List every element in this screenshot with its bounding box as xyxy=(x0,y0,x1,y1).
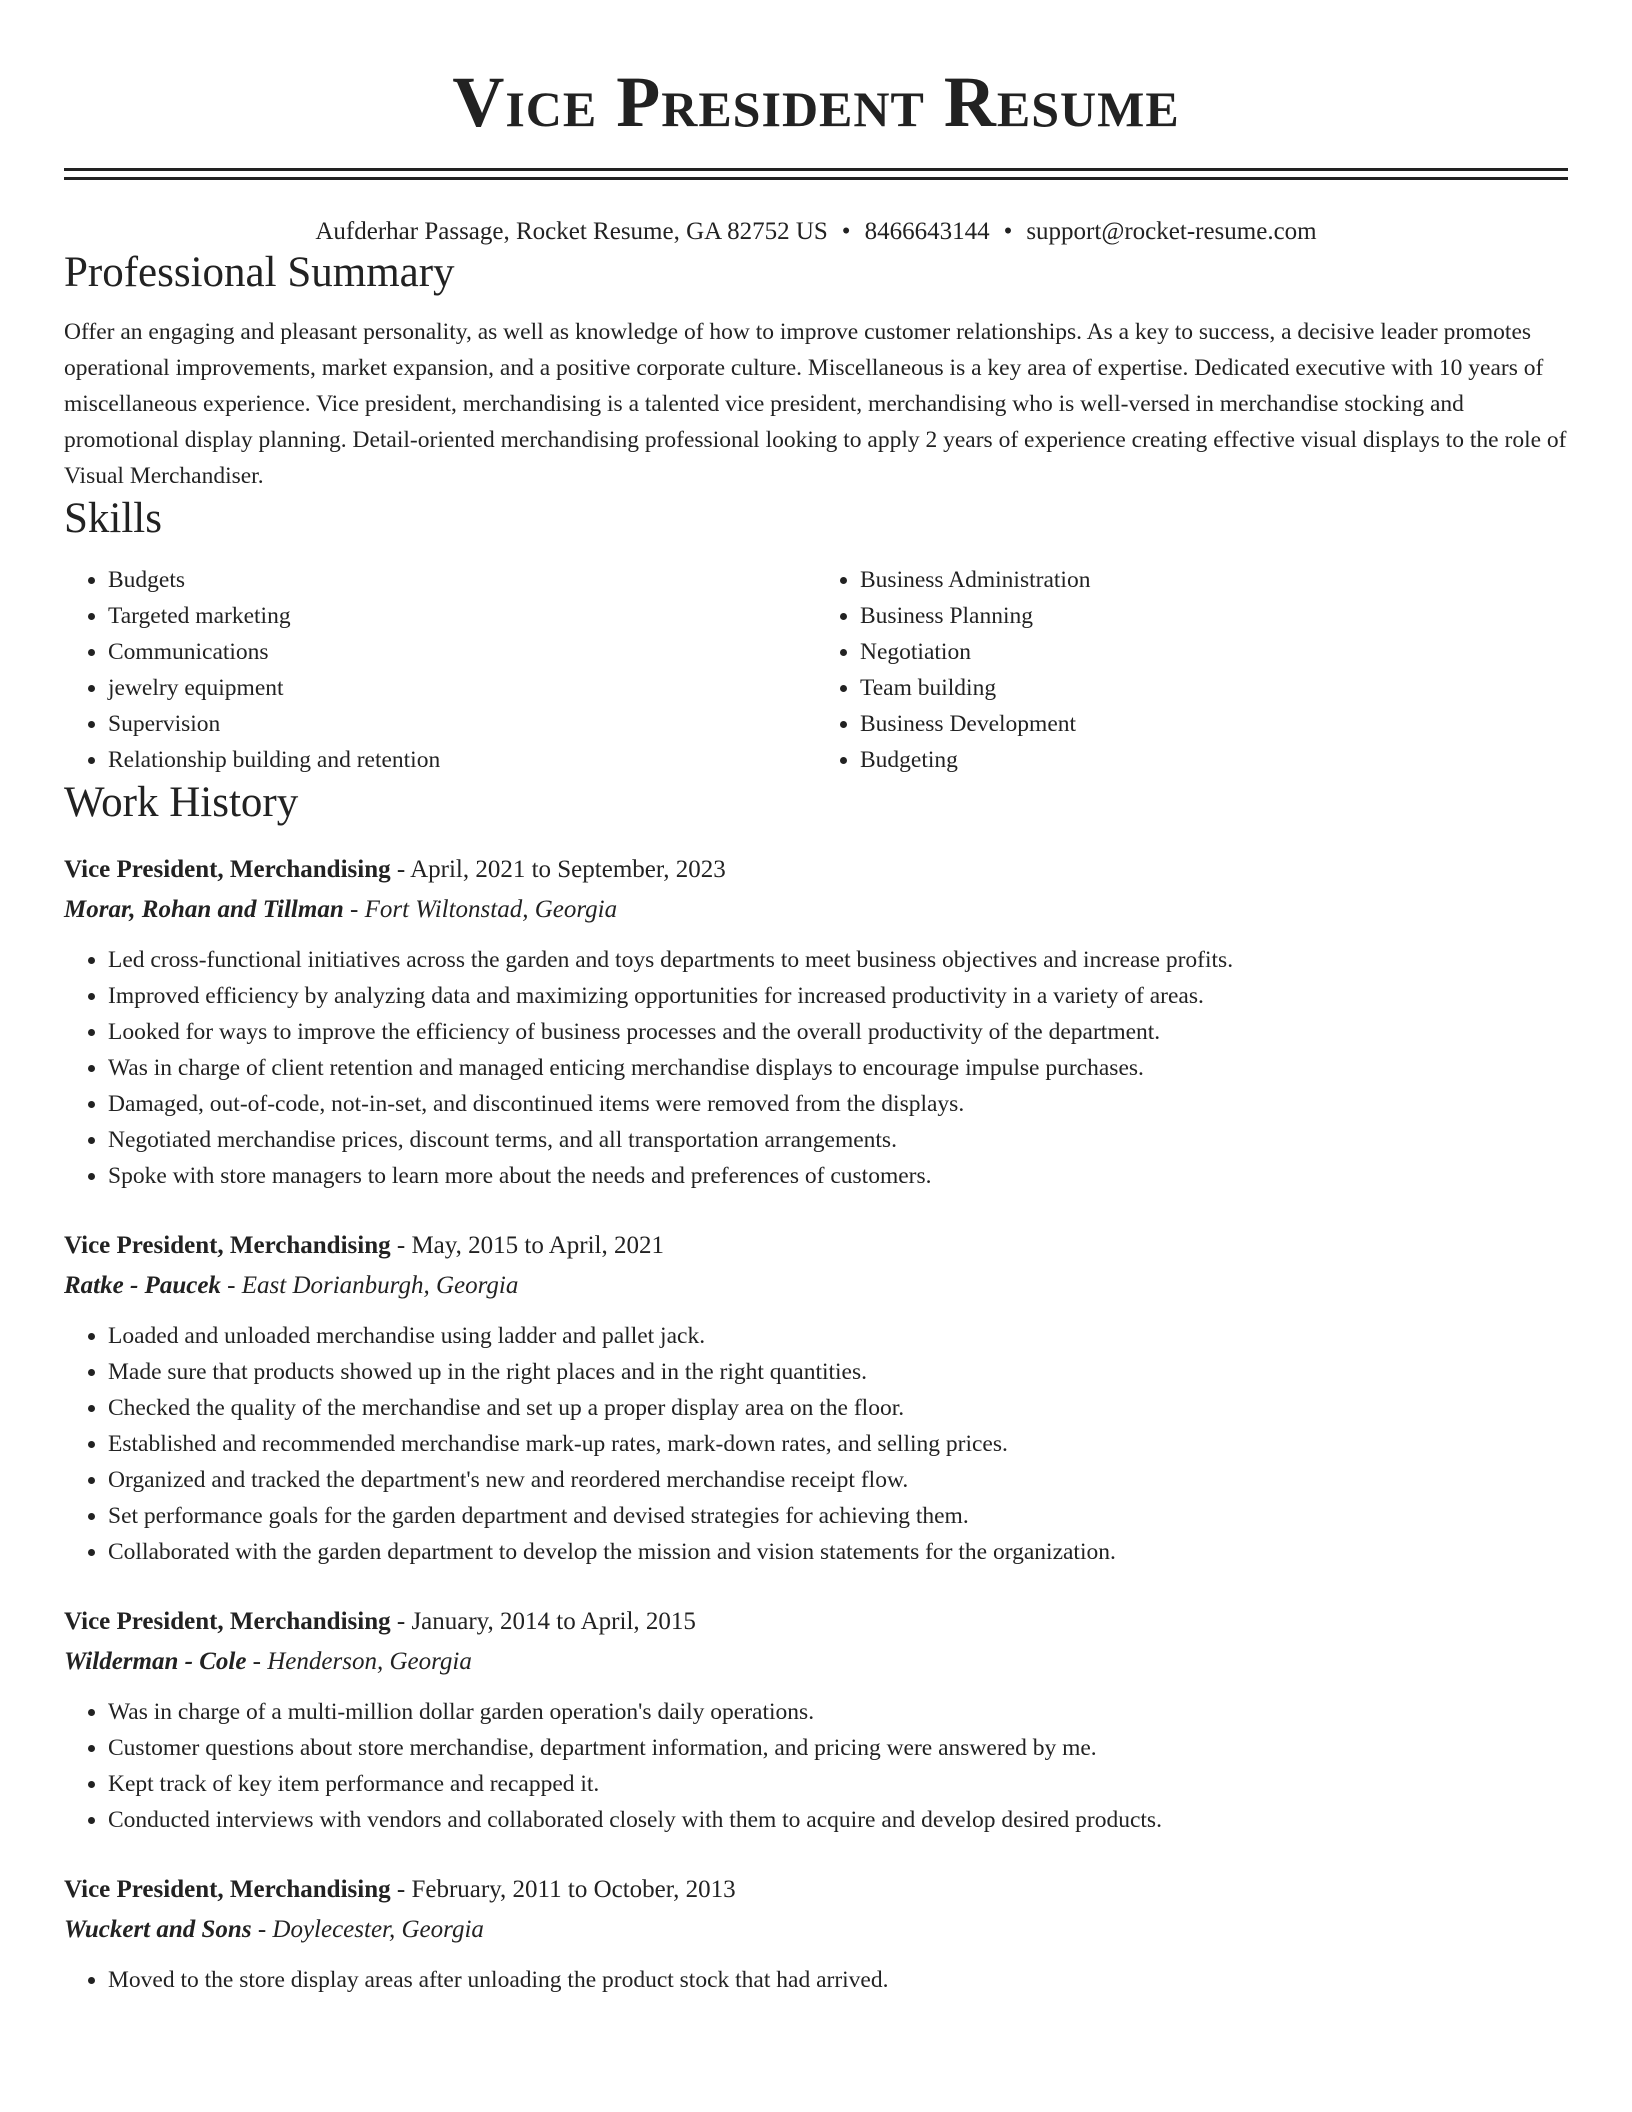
job-company-line xyxy=(64,1910,1568,1950)
job-bullets xyxy=(64,1318,1568,1570)
job-dates: January, 2014 to April, 2015 xyxy=(411,1608,696,1635)
job-bullet: • Made sure that products showed up in the right places and in the right quantities. xyxy=(108,1354,1568,1390)
job-dates: February, 2011 to October, 2013 xyxy=(411,1876,736,1903)
job-bullet: • Kept track of key item performance and recapped it. xyxy=(108,1766,1568,1802)
job-dash: - xyxy=(390,1876,412,1903)
job-dates: April, 2021 to September, 2023 xyxy=(410,856,726,883)
job-bullet: • Was in charge of a multi-million dollar garden operation's daily operations. xyxy=(108,1694,1568,1730)
job-bullet: • Checked the quality of the merchandise and set up a proper display area on the floor. xyxy=(108,1390,1568,1426)
job-title-line xyxy=(64,1870,1568,1910)
summary-heading: Professional Summary xyxy=(64,249,455,296)
job-location: Doylecester, Georgia xyxy=(272,1916,484,1943)
title-divider xyxy=(64,168,1568,180)
skill-item: • Negotiation xyxy=(860,634,1568,670)
skill-item: • Communications xyxy=(108,634,816,670)
job-bullet: • Moved to the store display areas after unloading the product stock that had arrived. xyxy=(108,1962,1568,1998)
work-history-heading: Work History xyxy=(64,779,299,826)
job-dash: - xyxy=(390,856,411,883)
job-bullet: • Improved efficiency by analyzing data and maximizing opportunities for increased productivity in a variety of areas. xyxy=(108,978,1568,1014)
job-bullets xyxy=(64,942,1568,1194)
job-dash: - xyxy=(246,1648,268,1675)
job-title-line xyxy=(64,1602,1568,1642)
job-bullet: • Organized and tracked the department's new and reordered merchandise receipt flow. xyxy=(108,1462,1568,1498)
job-location: Henderson, Georgia xyxy=(267,1648,472,1675)
job-dash: - xyxy=(343,896,365,923)
job-bullet: • Negotiated merchandise prices, discount terms, and all transportation arrangements. xyxy=(108,1122,1568,1158)
job-bullet: • Led cross-functional initiatives across the garden and toys departments to meet business objectives and increase profits. xyxy=(108,942,1568,978)
job-company: Morar, Rohan and Tillman xyxy=(64,896,344,923)
summary-text: Offer an engaging and pleasant personality, as well as knowledge of how to improve customer relationships. As a key to success, a decisive leader promotes operational improvements, market expansion, and a positive corporate culture. Miscellaneous is a key area of expertise. Dedicated executive with 10 years of miscellaneous experience. Vice president, merchandising is a talented vice president, merchandising who is well-versed in merchandise stocking and promotional display planning. Detail-oriented merchandising professional looking to apply 2 years of experience creating effective visual displays to the role of Visual Merchandiser. xyxy=(64,319,1567,489)
job-bullet: • Spoke with store managers to learn more about the needs and preferences of customers. xyxy=(108,1158,1568,1194)
skill-item: • Relationship building and retention xyxy=(108,742,816,778)
job-company-line xyxy=(64,890,1568,930)
job-dash: - xyxy=(390,1232,412,1259)
job-bullet: • Damaged, out-of-code, not-in-set, and discontinued items were removed from the displays. xyxy=(108,1086,1568,1122)
job-bullet: • Looked for ways to improve the efficiency of business processes and the overall productivity of the department. xyxy=(108,1014,1568,1050)
contact-email[interactable]: support@rocket-resume.com xyxy=(1026,218,1317,245)
job-role: Vice President, Merchandising xyxy=(64,1876,391,1903)
job-bullets xyxy=(64,1962,1568,1998)
job-bullet: • Was in charge of client retention and managed enticing merchandise displays to encourage impulse purchases. xyxy=(108,1050,1568,1086)
job-role: Vice President, Merchandising xyxy=(64,1608,391,1635)
job-title-line xyxy=(64,1226,1568,1266)
job-dash: - xyxy=(390,1608,412,1635)
skill-item: • Business Administration xyxy=(860,562,1568,598)
job-entry xyxy=(64,1226,1568,1570)
skill-item: • Budgeting xyxy=(860,742,1568,778)
page-title: Vice President Resume xyxy=(452,62,1180,142)
job-bullet: • Established and recommended merchandise mark-up rates, mark-down rates, and selling prices. xyxy=(108,1426,1568,1462)
job-bullet: • Collaborated with the garden department to develop the mission and vision statements for the organization. xyxy=(108,1534,1568,1570)
job-entry xyxy=(64,1870,1568,1998)
job-role: Vice President, Merchandising xyxy=(64,856,391,883)
skill-item: • Team building xyxy=(860,670,1568,706)
job-bullets xyxy=(64,1694,1568,1838)
skills-list xyxy=(64,562,1568,778)
job-bullet: • Loaded and unloaded merchandise using ladder and pallet jack. xyxy=(108,1318,1568,1354)
skill-item: • jewelry equipment xyxy=(108,670,816,706)
job-bullet: • Conducted interviews with vendors and collaborated closely with them to acquire and develop desired products. xyxy=(108,1802,1568,1838)
job-company: Ratke - Paucek xyxy=(64,1272,221,1299)
job-title-line xyxy=(64,850,1568,890)
skill-item: • Targeted marketing xyxy=(108,598,816,634)
job-dates: May, 2015 to April, 2021 xyxy=(411,1232,664,1259)
contact-phone: 8466643144 xyxy=(864,218,990,245)
job-company: Wuckert and Sons xyxy=(64,1916,252,1943)
job-company-line xyxy=(64,1266,1568,1306)
job-entry xyxy=(64,1602,1568,1838)
contact-address: Aufderhar Passage, Rocket Resume, GA 82752 US xyxy=(315,218,828,245)
job-dash: - xyxy=(220,1272,242,1299)
skill-item: • Business Development xyxy=(860,706,1568,742)
skills-heading: Skills xyxy=(64,495,162,542)
job-company-line xyxy=(64,1642,1568,1682)
job-location: East Dorianburgh, Georgia xyxy=(241,1272,519,1299)
skills-column-right xyxy=(816,562,1568,778)
skills-column-left xyxy=(64,562,816,778)
job-bullet: • Customer questions about store merchandise, department information, and pricing were answered by me. xyxy=(108,1730,1568,1766)
contact-separator: • xyxy=(1003,218,1013,245)
job-dash: - xyxy=(251,1916,273,1943)
job-location: Fort Wiltonstad, Georgia xyxy=(364,896,618,923)
skill-item: • Business Planning xyxy=(860,598,1568,634)
job-role: Vice President, Merchandising xyxy=(64,1232,391,1259)
job-bullet: • Set performance goals for the garden department and devised strategies for achieving them. xyxy=(108,1498,1568,1534)
divider-line-top xyxy=(64,168,1568,171)
job-company: Wilderman - Cole xyxy=(64,1648,247,1675)
skill-item: • Budgets xyxy=(108,562,816,598)
divider-line-bottom xyxy=(64,177,1568,180)
contact-line xyxy=(64,216,1568,248)
skill-item: • Supervision xyxy=(108,706,816,742)
contact-separator: • xyxy=(841,218,851,245)
job-entry xyxy=(64,850,1568,1194)
